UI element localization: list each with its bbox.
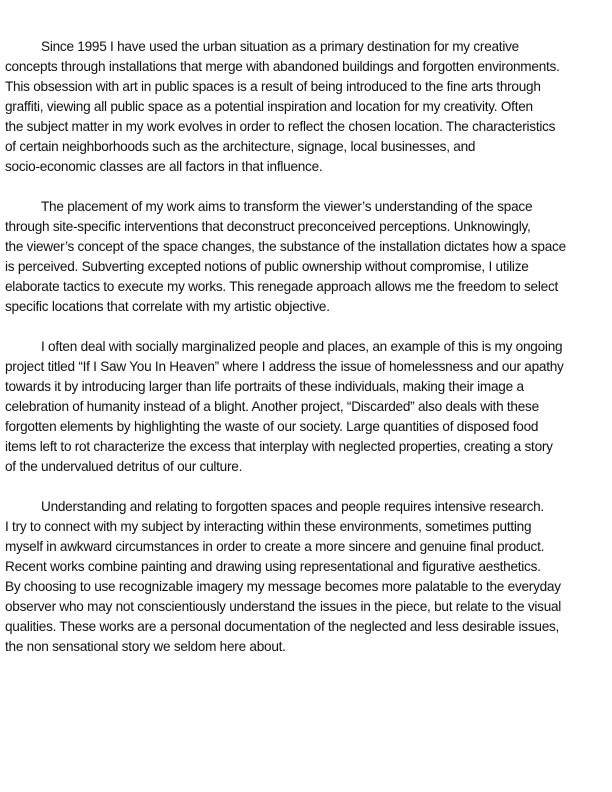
text-line: the non sensational story we seldom here about. xyxy=(5,639,286,654)
paragraph-marginalized xyxy=(5,337,564,477)
text-line: The placement of my work aims to transform the viewer’s understanding of the space xyxy=(41,199,533,214)
text-line: qualities. These works are a personal documentation of the neglected and less desirable issues, xyxy=(5,619,560,634)
text-line: items left to rot characterize the excess that interplay with neglected properties, creating a story xyxy=(5,439,553,454)
text-line: I often deal with socially marginalized people and places, an example of this is my ongoing xyxy=(41,339,563,354)
text-line: This obsession with art in public spaces is a result of being introduced to the fine arts through xyxy=(5,79,541,94)
text-line: observer who may not conscientiously understand the issues in the piece, but relate to the visual xyxy=(5,599,562,614)
text-line: celebration of humanity instead of a blight. Another project, “Discarded” also deals with these xyxy=(5,399,539,414)
text-line: concepts through installations that merge with abandoned buildings and forgotten environments. xyxy=(5,59,560,74)
text-line: graffiti, viewing all public space as a potential inspiration and location for my creativity. Often xyxy=(5,99,533,114)
text-line: through site-specific interventions that deconstruct preconceived perceptions. Unknowingly, xyxy=(5,219,531,234)
text-line: project titled “If I Saw You In Heaven” where I address the issue of homelessness and our apathy xyxy=(5,359,564,374)
text-line: specific locations that correlate with my artistic objective. xyxy=(5,299,330,314)
text-line: Understanding and relating to forgotten spaces and people requires intensive research. xyxy=(41,499,544,514)
paragraph-placement xyxy=(5,197,566,317)
paragraph-urban-situation xyxy=(5,37,560,177)
text-line: elaborate tactics to execute my works. This renegade approach allows me the freedom to select xyxy=(5,279,559,294)
text-line: socio-economic classes are all factors in that influence. xyxy=(5,159,323,174)
text-line: is perceived. Subverting excepted notions of public ownership without compromise, I utilize xyxy=(5,259,529,274)
text-line: of certain neighborhoods such as the architecture, signage, local businesses, and xyxy=(5,139,476,154)
text-line: Since 1995 I have used the urban situation as a primary destination for my creative xyxy=(41,39,519,54)
text-line: of the undervalued detritus of our culture. xyxy=(5,459,243,474)
text-line: towards it by introducing larger than life portraits of these individuals, making their image a xyxy=(5,379,524,394)
text-line: forgotten elements by highlighting the waste of our society. Large quantities of disposed food xyxy=(5,419,539,434)
text-line: the subject matter in my work evolves in order to reflect the chosen location. The characteristics xyxy=(5,119,556,134)
paragraph-research xyxy=(5,497,561,657)
text-line: myself in awkward circumstances in order to create a more sincere and genuine final product. xyxy=(5,539,545,554)
text-line: I try to connect with my subject by interacting within these environments, sometimes putting xyxy=(5,519,532,534)
text-line: By choosing to use recognizable imagery my message becomes more palatable to the everyday xyxy=(5,579,561,594)
text-line: the viewer’s concept of the space changes, the substance of the installation dictates how a space xyxy=(5,239,566,254)
text-line: Recent works combine painting and drawing using representational and figurative aesthetics. xyxy=(5,559,541,574)
